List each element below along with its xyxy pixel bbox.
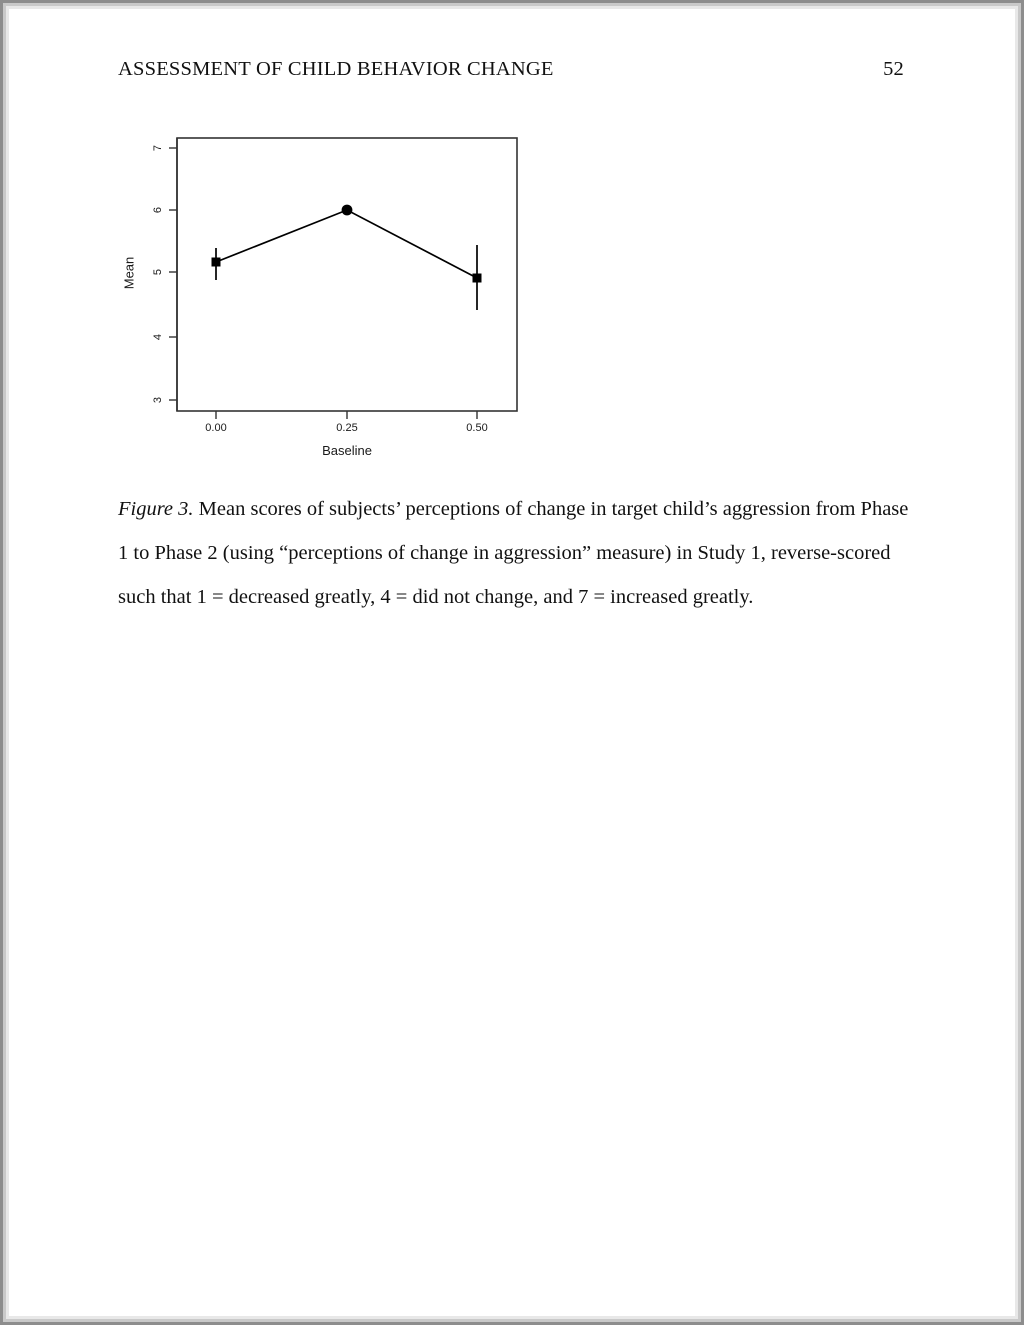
y-tick-label: 3 bbox=[151, 396, 164, 404]
data-point-marker-square bbox=[212, 258, 221, 267]
figure-3-region bbox=[0, 0, 1024, 480]
running-head-title: ASSESSMENT OF CHILD BEHAVIOR CHANGE bbox=[118, 58, 554, 80]
plot-area-border bbox=[177, 138, 517, 411]
y-tick-label: 7 bbox=[151, 144, 164, 152]
caption-line-1-text: Mean scores of subjects’ perceptions of change in target child’s aggression from Phase bbox=[193, 498, 909, 520]
caption-line-3: such that 1 = decreased greatly, 4 = did not change, and 7 = increased greatly. bbox=[118, 586, 754, 608]
page-number: 52 bbox=[883, 58, 904, 80]
caption-line-1 bbox=[118, 487, 908, 531]
mean-aggression-line-chart bbox=[100, 125, 570, 480]
data-point-marker-circle bbox=[342, 205, 353, 216]
error-bars bbox=[216, 245, 477, 310]
y-tick-label: 5 bbox=[151, 268, 164, 276]
y-axis-title: Mean bbox=[121, 256, 137, 290]
y-tick-label: 6 bbox=[151, 206, 164, 214]
figure-caption bbox=[118, 487, 908, 619]
x-tick-label: 0.50 bbox=[466, 422, 488, 434]
caption-line-2: 1 to Phase 2 (using “perceptions of change in aggression” measure) in Study 1, reverse-scored bbox=[118, 542, 891, 564]
x-axis-title: Baseline bbox=[322, 443, 372, 458]
series-line-mean bbox=[216, 210, 477, 278]
y-tick-label: 4 bbox=[151, 333, 164, 341]
x-tick-label: 0.00 bbox=[205, 422, 227, 434]
series-markers bbox=[212, 205, 482, 283]
x-axis-tick-labels bbox=[205, 422, 487, 434]
x-axis-ticks bbox=[216, 411, 477, 419]
y-axis-tick-labels bbox=[152, 145, 164, 403]
data-point-marker-square bbox=[473, 274, 482, 283]
caption-label: Figure 3. bbox=[118, 498, 194, 520]
x-tick-label: 0.25 bbox=[336, 422, 358, 434]
y-axis-ticks bbox=[169, 148, 177, 400]
